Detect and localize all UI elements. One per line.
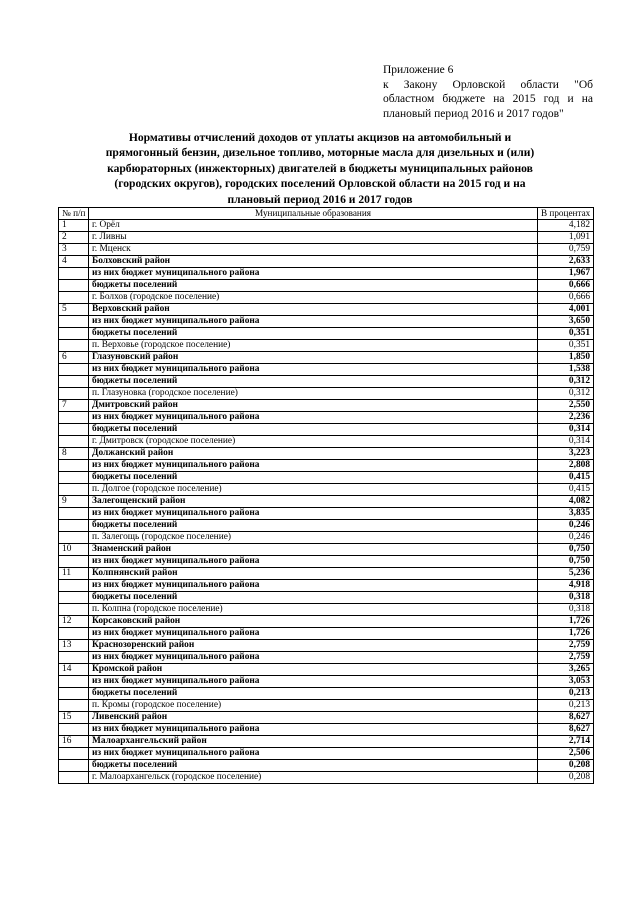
row-number: 11 <box>59 568 89 580</box>
row-number: 15 <box>59 712 89 724</box>
row-number <box>59 520 89 532</box>
row-number: 14 <box>59 664 89 676</box>
row-percent: 0,312 <box>538 376 594 388</box>
row-number <box>59 316 89 328</box>
row-number <box>59 628 89 640</box>
row-number <box>59 484 89 496</box>
row-percent: 2,808 <box>538 460 594 472</box>
table-row <box>59 400 594 412</box>
municipality-name: п. Кромы (городское поселение) <box>89 700 538 712</box>
row-number: 5 <box>59 304 89 316</box>
row-percent: 2,550 <box>538 400 594 412</box>
row-number: 7 <box>59 400 89 412</box>
municipality-name: из них бюджет муниципального района <box>89 724 538 736</box>
municipality-name: из них бюджет муниципального района <box>89 412 538 424</box>
municipality-name: г. Болхов (городское поселение) <box>89 292 538 304</box>
row-percent: 1,726 <box>538 616 594 628</box>
row-number: 10 <box>59 544 89 556</box>
row-percent: 3,053 <box>538 676 594 688</box>
row-percent: 1,850 <box>538 352 594 364</box>
table-row <box>59 556 594 568</box>
row-percent: 2,759 <box>538 640 594 652</box>
title-line: Нормативы отчислений доходов от уплаты акцизов на автомобильный и <box>128 131 512 144</box>
row-percent: 8,627 <box>538 724 594 736</box>
table-row <box>59 580 594 592</box>
row-percent: 0,415 <box>538 484 594 496</box>
row-percent: 1,538 <box>538 364 594 376</box>
table-row <box>59 448 594 460</box>
row-number <box>59 724 89 736</box>
municipality-name: из них бюджет муниципального района <box>89 628 538 640</box>
row-number: 16 <box>59 736 89 748</box>
municipality-name: из них бюджет муниципального района <box>89 652 538 664</box>
table-row <box>59 268 594 280</box>
appendix-line: Приложение 6 <box>383 64 454 76</box>
municipality-name: Краснозоренский район <box>89 640 538 652</box>
table-row <box>59 592 594 604</box>
table-row <box>59 652 594 664</box>
table-row <box>59 328 594 340</box>
municipality-name: Дмитровский район <box>89 400 538 412</box>
header-num: № п/п <box>59 208 89 220</box>
row-number <box>59 580 89 592</box>
municipality-name: бюджеты поселений <box>89 760 538 772</box>
row-number <box>59 652 89 664</box>
appendix-note <box>383 63 593 121</box>
row-percent: 0,666 <box>538 292 594 304</box>
row-percent: 4,001 <box>538 304 594 316</box>
table-row <box>59 460 594 472</box>
row-percent: 0,208 <box>538 772 594 784</box>
row-percent: 1,726 <box>538 628 594 640</box>
row-percent: 2,759 <box>538 652 594 664</box>
row-number <box>59 460 89 472</box>
table-row <box>59 700 594 712</box>
table-row <box>59 316 594 328</box>
row-number <box>59 376 89 388</box>
municipality-name: п. Долгое (городское поселение) <box>89 484 538 496</box>
row-percent: 4,918 <box>538 580 594 592</box>
municipality-name: бюджеты поселений <box>89 424 538 436</box>
municipality-name: п. Колпна (городское поселение) <box>89 604 538 616</box>
row-percent: 0,750 <box>538 544 594 556</box>
municipality-name: из них бюджет муниципального района <box>89 364 538 376</box>
row-percent: 2,236 <box>538 412 594 424</box>
row-number: 8 <box>59 448 89 460</box>
row-percent: 0,318 <box>538 604 594 616</box>
municipality-name: Залегощенский район <box>89 496 538 508</box>
row-percent: 4,182 <box>538 220 594 232</box>
row-number: 1 <box>59 220 89 232</box>
table-row <box>59 772 594 784</box>
municipality-name: из них бюджет муниципального района <box>89 460 538 472</box>
row-number: 4 <box>59 256 89 268</box>
row-number <box>59 388 89 400</box>
row-number <box>59 328 89 340</box>
table-body <box>59 220 594 784</box>
appendix-line: областном бюджете на 2015 год и на <box>383 93 593 106</box>
row-number <box>59 472 89 484</box>
table-row <box>59 232 594 244</box>
header-percent: В процентах <box>538 208 594 220</box>
table-row <box>59 244 594 256</box>
municipality-name: г. Мценск <box>89 244 538 256</box>
municipality-name: бюджеты поселений <box>89 592 538 604</box>
row-percent: 8,627 <box>538 712 594 724</box>
table-row <box>59 340 594 352</box>
row-percent: 0,759 <box>538 244 594 256</box>
table-row <box>59 664 594 676</box>
municipality-name: из них бюджет муниципального района <box>89 556 538 568</box>
municipality-name: г. Ливны <box>89 232 538 244</box>
table-row <box>59 544 594 556</box>
title-line: (городских округов), городских поселений Орловской области на 2015 год и на <box>114 177 526 191</box>
table-row <box>59 292 594 304</box>
header-name: Муниципальные образования <box>89 208 538 220</box>
row-number <box>59 748 89 760</box>
municipality-name: из них бюджет муниципального района <box>89 580 538 592</box>
municipality-name: из них бюджет муниципального района <box>89 676 538 688</box>
table-row <box>59 676 594 688</box>
row-number <box>59 688 89 700</box>
table-row <box>59 532 594 544</box>
row-number <box>59 364 89 376</box>
municipality-name: Должанский район <box>89 448 538 460</box>
municipality-name: г. Малоархангельск (городское поселение) <box>89 772 538 784</box>
row-percent: 0,246 <box>538 520 594 532</box>
table-row <box>59 280 594 292</box>
municipality-name: из них бюджет муниципального района <box>89 748 538 760</box>
table-row <box>59 424 594 436</box>
row-number <box>59 760 89 772</box>
row-number <box>59 412 89 424</box>
row-percent: 0,666 <box>538 280 594 292</box>
table-header-row <box>59 208 594 220</box>
title-line: прямогонный бензин, дизельное топливо, моторные масла для дизельных и (или) <box>105 146 535 160</box>
municipality-name: п. Залегощь (городское поселение) <box>89 532 538 544</box>
municipality-name: бюджеты поселений <box>89 688 538 700</box>
table-row <box>59 484 594 496</box>
row-number: 2 <box>59 232 89 244</box>
table-row <box>59 376 594 388</box>
municipality-name: Глазуновский район <box>89 352 538 364</box>
row-percent: 0,213 <box>538 700 594 712</box>
row-percent: 0,351 <box>538 328 594 340</box>
table-row <box>59 496 594 508</box>
row-number <box>59 532 89 544</box>
table-row <box>59 436 594 448</box>
municipality-name: из них бюджет муниципального района <box>89 316 538 328</box>
municipality-name: бюджеты поселений <box>89 328 538 340</box>
row-percent: 0,208 <box>538 760 594 772</box>
municipality-name: бюджеты поселений <box>89 520 538 532</box>
row-percent: 0,314 <box>538 424 594 436</box>
municipality-name: бюджеты поселений <box>89 376 538 388</box>
table-row <box>59 352 594 364</box>
row-number <box>59 508 89 520</box>
row-percent: 4,082 <box>538 496 594 508</box>
row-number <box>59 604 89 616</box>
municipality-name: Корсаковский район <box>89 616 538 628</box>
table-row <box>59 472 594 484</box>
municipality-name: п. Глазуновка (городское поселение) <box>89 388 538 400</box>
municipality-name: бюджеты поселений <box>89 280 538 292</box>
row-percent: 0,318 <box>538 592 594 604</box>
document-title <box>80 130 560 207</box>
row-percent: 2,714 <box>538 736 594 748</box>
table-row <box>59 712 594 724</box>
appendix-line: плановый период 2016 и 2017 годов" <box>383 107 564 120</box>
municipality-name: Знаменский район <box>89 544 538 556</box>
municipality-name: из них бюджет муниципального района <box>89 268 538 280</box>
row-percent: 0,246 <box>538 532 594 544</box>
table-row <box>59 220 594 232</box>
table-row <box>59 616 594 628</box>
row-number <box>59 556 89 568</box>
row-number <box>59 268 89 280</box>
municipality-name: Верховский район <box>89 304 538 316</box>
municipality-name: г. Дмитровск (городское поселение) <box>89 436 538 448</box>
municipality-name: Ливенский район <box>89 712 538 724</box>
row-percent: 0,213 <box>538 688 594 700</box>
municipality-name: Малоархангельский район <box>89 736 538 748</box>
row-number <box>59 676 89 688</box>
municipality-name: Болховский район <box>89 256 538 268</box>
table-row <box>59 628 594 640</box>
row-percent: 0,415 <box>538 472 594 484</box>
row-number: 12 <box>59 616 89 628</box>
row-percent: 1,967 <box>538 268 594 280</box>
row-percent: 1,091 <box>538 232 594 244</box>
row-number: 3 <box>59 244 89 256</box>
municipality-name: Кромской район <box>89 664 538 676</box>
table-row <box>59 256 594 268</box>
table-row <box>59 364 594 376</box>
row-number <box>59 424 89 436</box>
row-number <box>59 436 89 448</box>
row-number <box>59 292 89 304</box>
row-percent: 2,633 <box>538 256 594 268</box>
title-line: плановый период 2016 и 2017 годов <box>227 192 413 206</box>
row-percent: 3,223 <box>538 448 594 460</box>
row-number <box>59 592 89 604</box>
table-row <box>59 508 594 520</box>
row-percent: 3,265 <box>538 664 594 676</box>
table-row <box>59 520 594 532</box>
table-row <box>59 304 594 316</box>
table-row <box>59 604 594 616</box>
row-number: 13 <box>59 640 89 652</box>
municipality-name: из них бюджет муниципального района <box>89 508 538 520</box>
table-row <box>59 736 594 748</box>
row-number <box>59 280 89 292</box>
table-row <box>59 760 594 772</box>
table-row <box>59 568 594 580</box>
table-row <box>59 412 594 424</box>
row-number <box>59 772 89 784</box>
row-number <box>59 700 89 712</box>
row-percent: 3,650 <box>538 316 594 328</box>
municipality-name: бюджеты поселений <box>89 472 538 484</box>
table-row <box>59 388 594 400</box>
municipality-name: Колпнянский район <box>89 568 538 580</box>
row-percent: 5,236 <box>538 568 594 580</box>
municipality-name: п. Верховье (городское поселение) <box>89 340 538 352</box>
row-percent: 3,835 <box>538 508 594 520</box>
row-percent: 0,750 <box>538 556 594 568</box>
table-row <box>59 748 594 760</box>
title-line: карбюраторных (инжекторных) двигателей в бюджеты муниципальных районов <box>107 161 533 175</box>
norms-table <box>58 207 594 784</box>
row-percent: 2,506 <box>538 748 594 760</box>
row-number <box>59 340 89 352</box>
municipality-name: г. Орёл <box>89 220 538 232</box>
row-percent: 0,312 <box>538 388 594 400</box>
row-number: 6 <box>59 352 89 364</box>
appendix-line: к Закону Орловской области "Об <box>383 78 593 91</box>
row-percent: 0,314 <box>538 436 594 448</box>
table-row <box>59 688 594 700</box>
table-row <box>59 640 594 652</box>
row-percent: 0,351 <box>538 340 594 352</box>
row-number: 9 <box>59 496 89 508</box>
table-row <box>59 724 594 736</box>
